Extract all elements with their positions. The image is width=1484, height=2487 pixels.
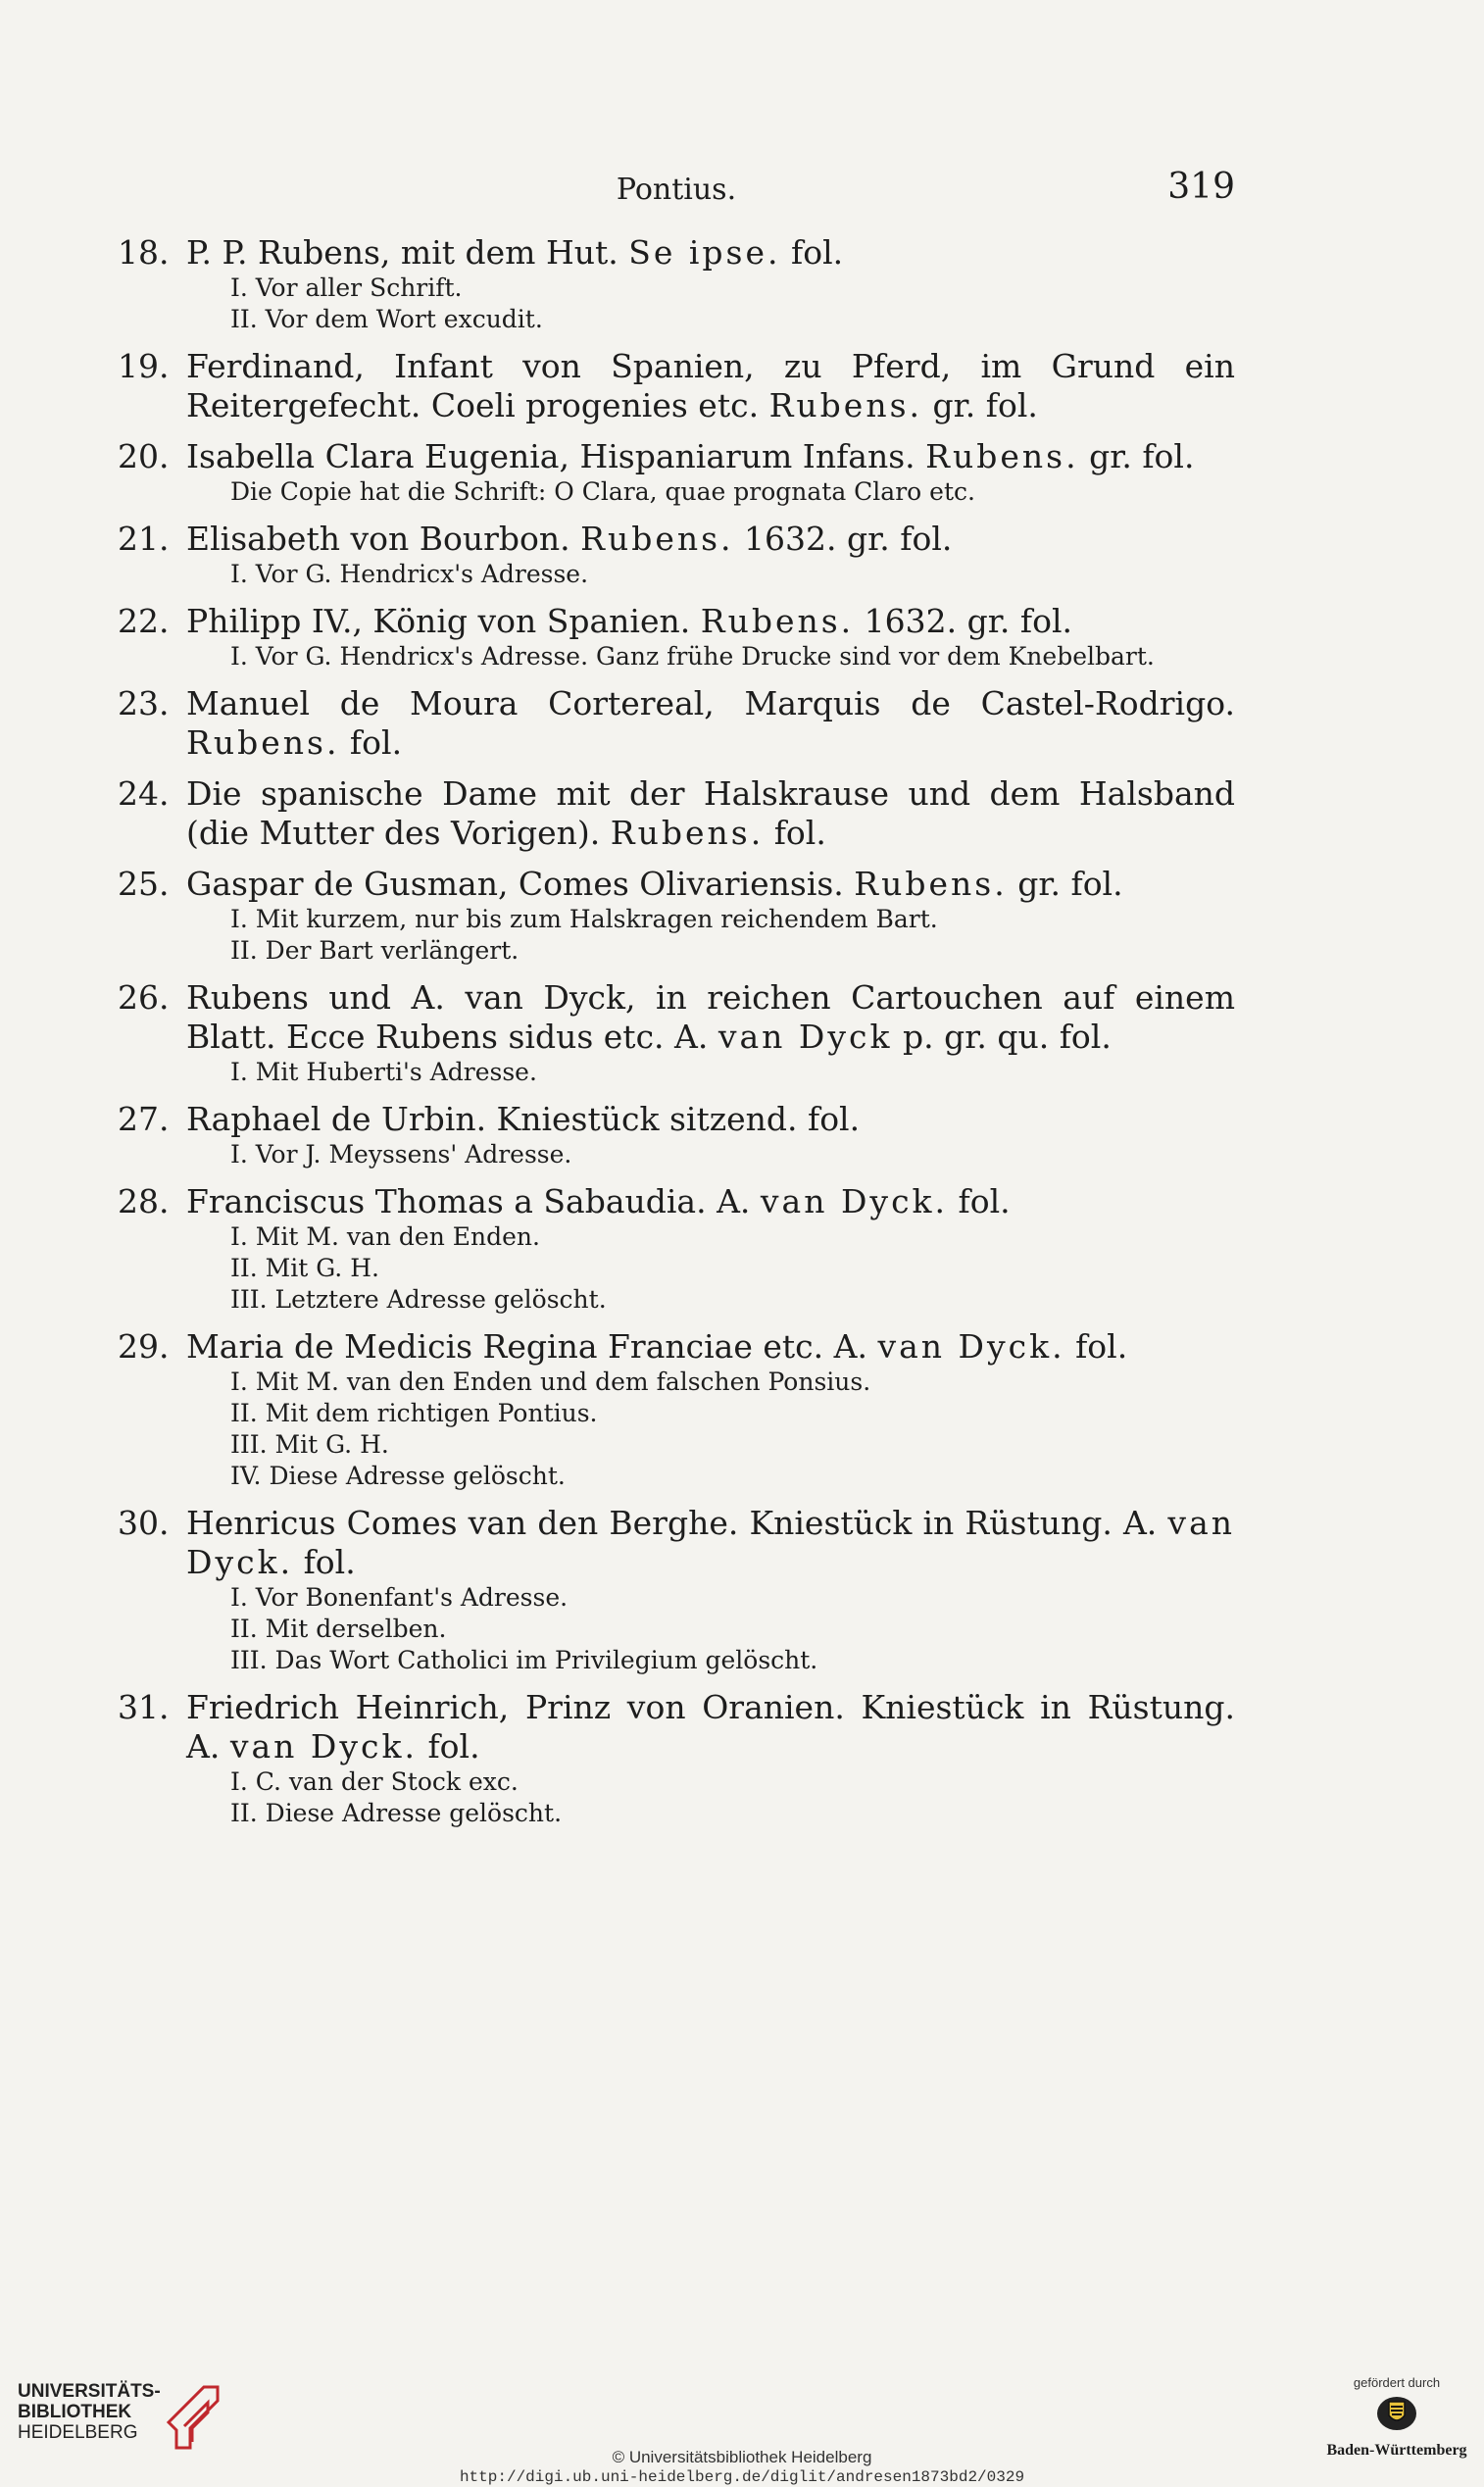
entry-artist: Rubens. (768, 386, 922, 424)
entry-text: Henricus Comes van den Berghe. Kniestück in Rüstung. A. (186, 1504, 1168, 1542)
entry-title (118, 1504, 1235, 1582)
library-name-line3: HEIDELBERG (18, 2422, 138, 2443)
entry-artist: Rubens. (610, 814, 765, 852)
catalogue-entry (118, 437, 1235, 508)
entry-title (118, 233, 1235, 273)
catalogue-entry (118, 1182, 1235, 1316)
catalogue-entry (118, 1100, 1235, 1170)
entry-title (118, 437, 1235, 476)
coat-of-arms-icon (1373, 2390, 1420, 2437)
catalogue-entry (118, 978, 1235, 1088)
entry-title (118, 1100, 1235, 1139)
entry-text: Manuel de Moura Cortereal, Marquis de Castel-Rodrigo. (186, 684, 1235, 722)
entry-text: Rubens und A. van Dyck, in reichen Cartouchen auf einem Blatt. Ecce Rubens sidus etc. A. (186, 978, 1235, 1056)
state-note: III. Mit G. H. (230, 1430, 389, 1459)
entry-text: Philipp IV., König von Spanien. (186, 602, 701, 640)
entry-number: 18. (118, 233, 170, 272)
entry-number: 30. (118, 1504, 170, 1542)
entry-text: Franciscus Thomas a Sabaudia. A. (186, 1182, 761, 1220)
entry-number: 19. (118, 347, 170, 385)
entry-number: 21. (118, 520, 170, 558)
entry-artist: Rubens. (854, 865, 1008, 903)
entry-format: fol. (417, 1727, 480, 1766)
state-note: I. C. van der Stock exc. (230, 1767, 519, 1796)
entry-number: 28. (118, 1182, 170, 1220)
entry-format: fol. (948, 1182, 1011, 1220)
entry-number: 31. (118, 1688, 170, 1726)
state-note: IV. Diese Adresse gelöscht. (230, 1462, 566, 1490)
state-note: II. Diese Adresse gelöscht. (230, 1799, 563, 1827)
entry-format: 1632. gr. fol. (854, 602, 1072, 640)
entry-number: 22. (118, 602, 170, 640)
entry-title (118, 774, 1235, 853)
catalogue-entry (118, 347, 1235, 425)
entry-text: Isabella Clara Eugenia, Hispaniarum Infans. (186, 437, 926, 475)
catalogue-entry (118, 602, 1235, 672)
state-note: II. Mit derselben. (230, 1615, 447, 1643)
state-note: I. Mit Huberti's Adresse. (230, 1058, 537, 1086)
entry-text: Elisabeth von Bourbon. (186, 520, 581, 558)
funded-by-label: gefördert durch (1353, 2375, 1441, 2390)
funder-logo[interactable] (1323, 2375, 1470, 2460)
entry-title (118, 520, 1235, 559)
entry-title (118, 1182, 1235, 1221)
entry-format: p. gr. qu. fol. (892, 1018, 1112, 1056)
state-note: I. Vor J. Meyssens' Adresse. (230, 1140, 572, 1169)
catalogue-entry (118, 684, 1235, 763)
state-note: II. Der Bart verlängert. (230, 936, 519, 965)
entry-text: Maria de Medicis Regina Franciae etc. A. (186, 1327, 878, 1366)
library-name-line2: BIBLIOTHEK (18, 2402, 132, 2422)
copyright-notice (0, 2448, 1484, 2487)
entry-artist: van Dyck. (760, 1182, 949, 1220)
catalogue-entry (118, 774, 1235, 853)
entry-format: fol. (339, 723, 403, 762)
page-number: 319 (1167, 167, 1235, 207)
entry-text: P. P. Rubens, mit dem Hut. (186, 233, 629, 272)
running-header (118, 167, 1235, 212)
entry-title (118, 978, 1235, 1057)
entry-artist: van Dyck. (186, 1504, 1235, 1581)
catalogue-entry (118, 1504, 1235, 1676)
library-emblem-icon (165, 2383, 222, 2452)
entry-artist: Rubens. (186, 723, 340, 762)
entry-title (118, 602, 1235, 641)
state-note: I. Vor aller Schrift. (230, 274, 463, 302)
entry-artist: van Dyck. (229, 1727, 418, 1766)
entry-title (118, 1688, 1235, 1766)
state-note: I. Vor G. Hendricx's Adresse. Ganz frühe Drucke sind vor dem Knebelbart. (230, 642, 1155, 671)
state-note: Die Copie hat die Schrift: O Clara, quae prognata Claro etc. (230, 477, 975, 506)
entry-format: fol. (293, 1543, 356, 1581)
entry-format: gr. fol. (1078, 437, 1195, 475)
entry-text: Gaspar de Gusman, Comes Olivariensis. (186, 865, 855, 903)
running-title: Pontius. (616, 173, 737, 207)
state-note: I. Vor Bonenfant's Adresse. (230, 1583, 569, 1612)
entry-text: Die spanische Dame mit der Halskrause und dem Halsband (die Mutter des Vorigen). (186, 774, 1235, 852)
footer (0, 2367, 1484, 2486)
state-note: I. Vor G. Hendricx's Adresse. (230, 560, 589, 588)
entry-title (118, 865, 1235, 904)
entry-number: 27. (118, 1100, 170, 1138)
entry-format: gr. fol. (922, 386, 1038, 424)
state-note: I. Mit M. van den Enden und dem falschen Ponsius. (230, 1368, 871, 1396)
state-note: II. Mit dem richtigen Pontius. (230, 1399, 598, 1427)
entry-number: 23. (118, 684, 170, 722)
entry-number: 24. (118, 774, 170, 813)
entry-artist: Se ipse. (628, 233, 781, 272)
catalogue-entry (118, 520, 1235, 590)
entry-artist: Rubens. (700, 602, 855, 640)
entry-artist: van Dyck. (877, 1327, 1065, 1366)
entry-artist: Rubens. (580, 520, 734, 558)
catalogue-entry (118, 1688, 1235, 1829)
state-note: I. Mit kurzem, nur bis zum Halskragen reichendem Bart. (230, 905, 938, 933)
entry-format: 1632. gr. fol. (733, 520, 953, 558)
entry-number: 25. (118, 865, 170, 903)
catalogue-entry (118, 865, 1235, 967)
entry-text: Friedrich Heinrich, Prinz von Oranien. Kniestück in Rüstung. A. (186, 1688, 1235, 1766)
state-note: II. Vor dem Wort excudit. (230, 305, 543, 333)
state-note: I. Mit M. van den Enden. (230, 1222, 540, 1251)
entry-number: 26. (118, 978, 170, 1017)
copyright-text: © Universitätsbibliothek Heidelberg (612, 2448, 872, 2466)
state-note: II. Mit G. H. (230, 1254, 379, 1282)
entry-artist: van Dyck (717, 1018, 893, 1056)
library-name-line1: UNIVERSITÄTS- (18, 2381, 161, 2402)
entry-format: gr. fol. (1007, 865, 1123, 903)
entry-number: 29. (118, 1327, 170, 1366)
entry-title (118, 347, 1235, 425)
catalogue-entry (118, 1327, 1235, 1492)
entry-format: fol. (764, 814, 826, 852)
entry-title (118, 684, 1235, 763)
entry-text: Raphael de Urbin. Kniestück sitzend. fol. (186, 1100, 861, 1138)
source-link[interactable]: http://digi.ub.uni-heidelberg.de/diglit/andresen1873bd2/0329 (459, 2468, 1025, 2486)
funder-name: Baden-Württemberg (1326, 2442, 1467, 2459)
entry-text: Ferdinand, Infant von Spanien, zu Pferd, im Grund ein Reitergefecht. Coeli progenies etc. (186, 347, 1235, 424)
entry-title (118, 1327, 1235, 1367)
entry-format: fol. (1064, 1327, 1128, 1366)
state-note: III. Das Wort Catholici im Privilegium gelöscht. (230, 1646, 818, 1674)
catalogue-entries (118, 233, 1235, 1841)
catalogue-entry (118, 233, 1235, 335)
state-note: III. Letztere Adresse gelöscht. (230, 1285, 607, 1314)
entry-format: fol. (780, 233, 844, 272)
entry-number: 20. (118, 437, 170, 475)
entry-artist: Rubens. (925, 437, 1079, 475)
